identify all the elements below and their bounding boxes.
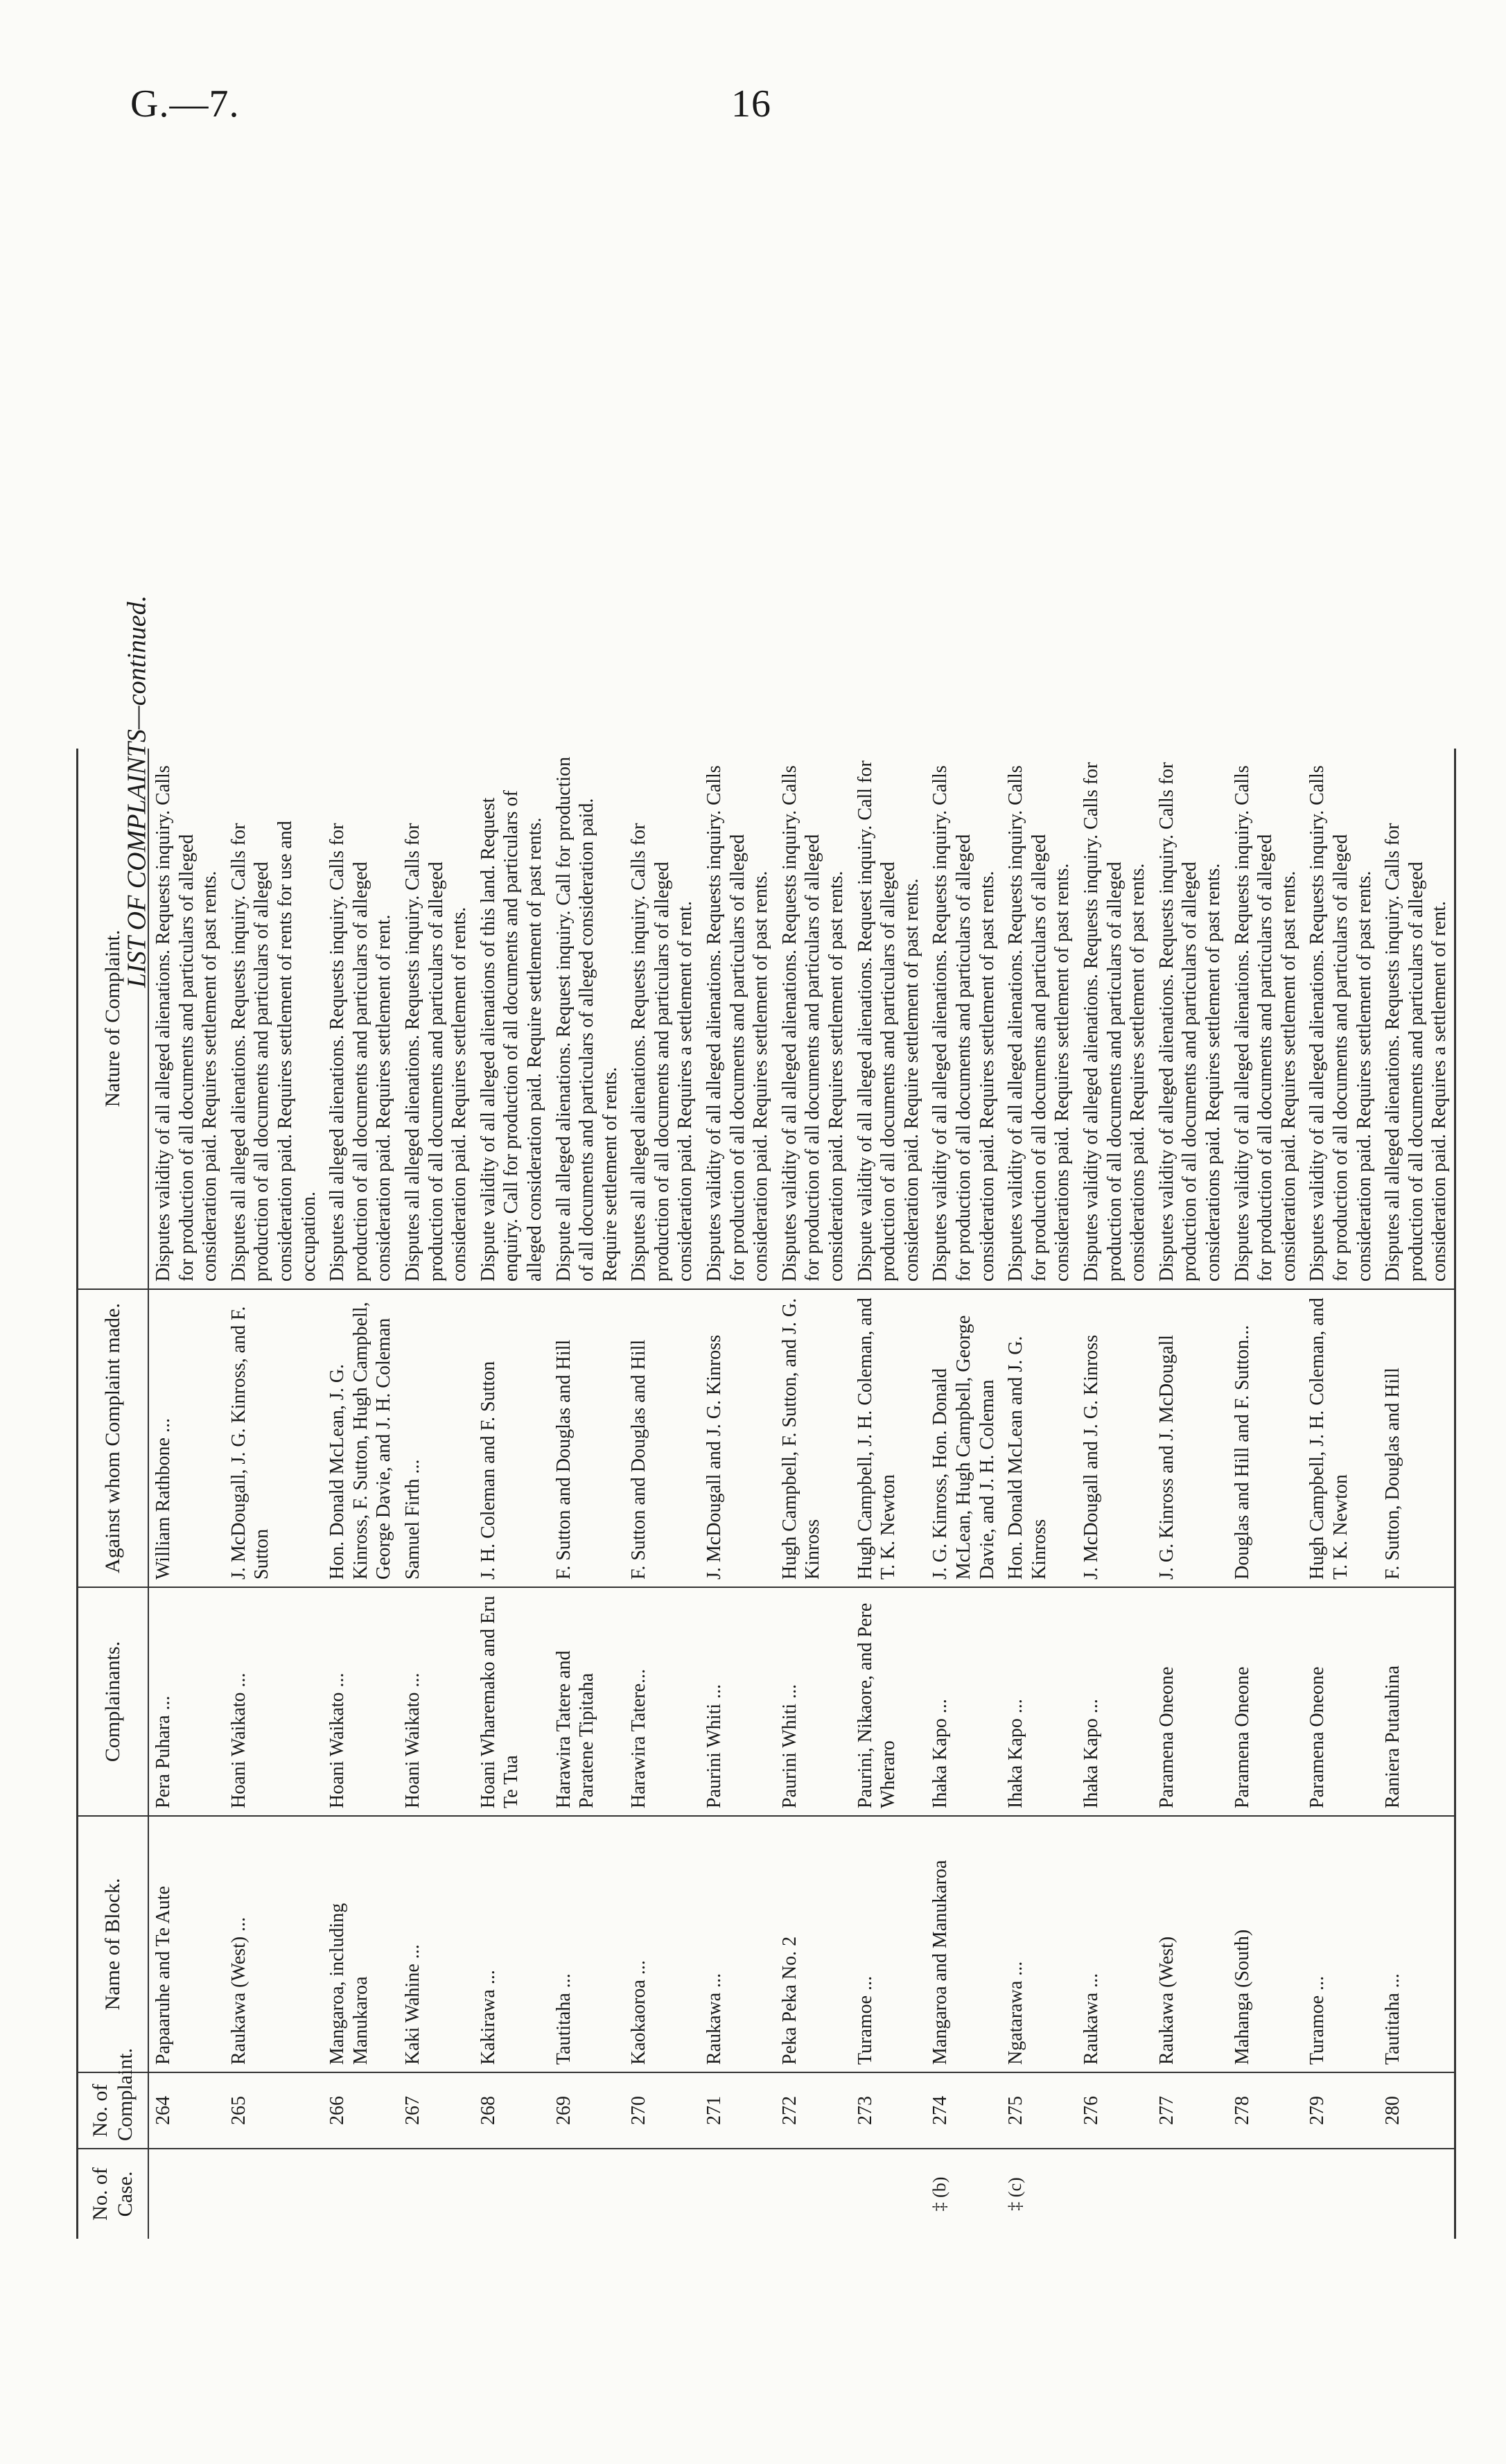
table-row [1378, 749, 1455, 2239]
cell-case [323, 2149, 399, 2239]
cell-nature: Disputes validity of alleged alienations. Requests inquiry. Calls for production of all documents and particulars of alleged considerations paid. Requires settlement of past rents. [1155, 762, 1224, 1282]
cell-against: Hugh Campbell, F. Sutton, and J. G. Kinross [776, 1289, 851, 1587]
cell-case [399, 2149, 474, 2239]
page-number: 16 [731, 82, 771, 125]
cell-complainants: Hoani Waikato ... [225, 1587, 323, 1816]
table-row [225, 749, 323, 2239]
cell-complaint-no: 272 [776, 2072, 851, 2149]
cell-block: Raukawa (West) ... [225, 1816, 323, 2072]
cell-complaint-no: 269 [550, 2072, 625, 2149]
cell-case [1228, 2149, 1304, 2239]
cell-complaint-no: 274 [926, 2072, 1001, 2149]
cell-complainants: Hoani Wharemako and Eru Te Tua [474, 1587, 550, 1816]
table-row [926, 749, 1001, 2239]
table-row [1303, 749, 1378, 2239]
cell-complaint-no: 267 [399, 2072, 474, 2149]
cell-case [550, 2149, 625, 2239]
cell-block: Papaaruhe and Te Aute [148, 1816, 225, 2072]
cell-complainants: Paramena Oneone [1153, 1587, 1228, 1816]
cell-complainants: Pera Puhara ... [148, 1587, 225, 1816]
col-header-complainants: Complainants. [78, 1587, 149, 1816]
cell-case [624, 2149, 700, 2239]
cell-block: Tautitaha ... [1378, 1816, 1455, 2072]
cell-against: F. Sutton and Douglas and Hill [550, 1289, 625, 1587]
cell-case [474, 2149, 550, 2239]
cell-complainants: Raniera Putauhina [1378, 1587, 1455, 1816]
cell-against: Hon. Donald McLean, J. G. Kinross, F. Sutton, Hugh Campbell, George Davie, and J. H. Coleman [323, 1289, 399, 1587]
cell-case: ‡ (b) [926, 2149, 1001, 2239]
cell-nature: Disputes validity of all alleged alienations. Requests inquiry. Calls for production of all documents and particulars of alleged consideration paid. Requires settlement of past rents. [778, 765, 848, 1282]
cell-against: J. G. Kinross and J. McDougall [1153, 1289, 1228, 1587]
cell-complainants: Paurini Whiti ... [700, 1587, 776, 1816]
cell-against: F. Sutton and Douglas and Hill [624, 1289, 700, 1587]
cell-complainants: Ihaka Kapo ... [1001, 1587, 1077, 1816]
cell-case [148, 2149, 225, 2239]
cell-nature: Disputes validity of all alleged alienations. Requests inquiry. Calls for production of all documents and particulars of alleged consideration paid. Requires settlement of past rents. [929, 765, 998, 1282]
cell-nature: Disputes validity of all alleged alienations. Requests inquiry. Calls for production of all documents and particulars of alleged consideration paid. Requires settlement of past rents. [152, 765, 221, 1282]
cell-complaint-no: 271 [700, 2072, 776, 2149]
cell-complaint-no: 265 [225, 2072, 323, 2149]
table-header-row [78, 749, 149, 2239]
cell-case [1153, 2149, 1228, 2239]
cell-nature: Dispute all alleged alienations. Request inquiry. Call for production of all documents and particulars of alleged consideration paid. Require settlement of rents. [552, 756, 621, 1282]
complaints-table-wrapper [76, 749, 1451, 2239]
col-header-block: Name of Block. [78, 1816, 149, 2072]
cell-complainants: Ihaka Kapo ... [926, 1587, 1001, 1816]
cell-nature: Disputes all alleged alienations. Requests inquiry. Calls for production of all documents and particulars of alleged consideration paid. Requires settlement of rents for use and occupation. [227, 821, 319, 1282]
cell-case [700, 2149, 776, 2239]
cell-block: Raukawa ... [1077, 1816, 1153, 2072]
table-row [323, 749, 399, 2239]
complaints-table [76, 749, 1456, 2239]
cell-block: Peka Peka No. 2 [776, 1816, 851, 2072]
cell-case [776, 2149, 851, 2239]
cell-against: Hon. Donald McLean and J. G. Kinross [1001, 1289, 1077, 1587]
table-row [624, 749, 700, 2239]
cell-complainants: Harawira Tatere... [624, 1587, 700, 1816]
table-row [700, 749, 776, 2239]
table-row [776, 749, 851, 2239]
cell-block: Raukawa (West) [1153, 1816, 1228, 2072]
cell-complainants: Harawira Tatere and Paratene Tipitaha [550, 1587, 625, 1816]
cell-complaint-no: 266 [323, 2072, 399, 2149]
cell-nature: Disputes all alleged alienations. Requests inquiry. Calls for production of all documents and particulars of alleged consideration paid. Requires a settlement of rent. [1382, 823, 1451, 1282]
cell-complaint-no: 278 [1228, 2072, 1304, 2149]
cell-complaint-no: 279 [1303, 2072, 1378, 2149]
cell-complaint-no: 275 [1001, 2072, 1077, 2149]
cell-complaint-no: 268 [474, 2072, 550, 2149]
cell-against: J. McDougall and J. G. Kinross [700, 1289, 776, 1587]
cell-complainants: Paurini Whiti ... [776, 1587, 851, 1816]
cell-against: Douglas and Hill and F. Sutton... [1228, 1289, 1304, 1587]
cell-case [225, 2149, 323, 2239]
cell-complaint-no: 280 [1378, 2072, 1455, 2149]
cell-complaint-no: 264 [148, 2072, 225, 2149]
table-row [1153, 749, 1228, 2239]
cell-complaint-no: 273 [851, 2072, 927, 2149]
cell-block: Kaokaoroa ... [624, 1816, 700, 2072]
cell-nature: Dispute validity of all alleged alienations. Request inquiry. Call for production of all documents and particulars of alleged consideration paid. Require settlement of past rents. [854, 760, 922, 1282]
cell-complaint-no: 276 [1077, 2072, 1153, 2149]
cell-nature: Disputes all alleged alienations. Requests inquiry. Calls for production of all documents and particulars of alleged consideration paid. Requires settlement of rent. [326, 823, 395, 1282]
cell-block: Ngatarawa ... [1001, 1816, 1077, 2072]
cell-nature: Disputes validity of alleged alienations. Requests inquiry. Calls for production of all documents and particulars of alleged considerations paid. Requires settlement of past rents. [1080, 762, 1149, 1282]
cell-against: J. McDougall, J. G. Kinross, and F. Sutton [225, 1289, 323, 1587]
cell-block: Mangaroa and Manukaroa [926, 1816, 1001, 2072]
cell-complainants: Hoani Waikato ... [323, 1587, 399, 1816]
table-row [851, 749, 927, 2239]
cell-nature: Disputes validity of all alleged alienations. Requests inquiry. Calls for production of all documents and particulars of alleged consideration paid. Requires settlement of past rents. [1231, 765, 1299, 1282]
cell-nature: Disputes validity of all alleged alienations. Requests inquiry. Calls for production of all documents and particulars of alleged consideration paid. Requires settlement of past rents. [703, 765, 772, 1282]
cell-case [851, 2149, 927, 2239]
cell-case [1303, 2149, 1378, 2239]
cell-case: ‡ (c) [1001, 2149, 1077, 2239]
cell-against: J. McDougall and J. G. Kinross [1077, 1289, 1153, 1587]
table-row [399, 749, 474, 2239]
col-header-case: No. of Case. [78, 2149, 149, 2239]
cell-complaint-no: 277 [1153, 2072, 1228, 2149]
cell-against: Hugh Campbell, J. H. Coleman, and T. K. Newton [1303, 1289, 1378, 1587]
table-body [148, 749, 1455, 2239]
cell-complainants: Ihaka Kapo ... [1077, 1587, 1153, 1816]
cell-complainants: Paramena Oneone [1303, 1587, 1378, 1816]
cell-complainants: Hoani Waikato ... [399, 1587, 474, 1816]
cell-block: Kakirawa ... [474, 1816, 550, 2072]
cell-against: Hugh Campbell, J. H. Coleman, and T. K. Newton [851, 1289, 927, 1587]
col-header-complaint-no: No. of Complaint. [78, 2072, 149, 2149]
table-row [1228, 749, 1304, 2239]
col-header-against: Against whom Complaint made. [78, 1289, 149, 1587]
cell-against: Samuel Firth ... [399, 1289, 474, 1587]
cell-against: William Rathbone ... [148, 1289, 225, 1587]
cell-against: J. G. Kinross, Hon. Donald McLean, Hugh Campbell, George Davie, and J. H. Coleman [926, 1289, 1001, 1587]
col-header-nature: Nature of Complaint. [78, 749, 149, 1289]
table-row [550, 749, 625, 2239]
cell-block: Raukawa ... [700, 1816, 776, 2072]
table-row [1001, 749, 1077, 2239]
cell-block: Tautitaha ... [550, 1816, 625, 2072]
table-row [1077, 749, 1153, 2239]
page-reference: G.—7. [130, 82, 240, 125]
cell-nature: Disputes validity of all alleged alienations. Requests inquiry. Calls for production of all documents and particulars of alleged consideration paid. Requires settlement of past rents. [1306, 765, 1375, 1282]
cell-block: Kaki Wahine ... [399, 1816, 474, 2072]
cell-complaint-no: 270 [624, 2072, 700, 2149]
caption-text: LIST OF COMPLAINTS—continued. [122, 595, 152, 988]
cell-complainants: Paurini, Nikaore, and Pere Wheraro [851, 1587, 927, 1816]
cell-complainants: Paramena Oneone [1228, 1587, 1304, 1816]
cell-nature: Disputes all alleged alienations. Requests inquiry. Calls for production of all documents and particulars of alleged consideration paid. Requires settlement of rents. [401, 823, 471, 1282]
cell-block: Mahanga (South) [1228, 1816, 1304, 2072]
cell-block: Turamoe ... [1303, 1816, 1378, 2072]
cell-case [1077, 2149, 1153, 2239]
cell-case [1378, 2149, 1455, 2239]
cell-block: Mangaroa, including Manukaroa [323, 1816, 399, 2072]
cell-against: J. H. Coleman and F. Sutton [474, 1289, 550, 1587]
table-row [474, 749, 550, 2239]
cell-nature: Disputes validity of all alleged alienations. Requests inquiry. Calls for production of all documents and particulars of alleged considerations paid. Requires settlement of past rents. [1005, 765, 1074, 1282]
cell-against: F. Sutton, Douglas and Hill [1378, 1289, 1455, 1587]
cell-block: Turamoe ... [851, 1816, 927, 2072]
table-row [148, 749, 225, 2239]
cell-nature: Dispute validity of all alleged alienations of this land. Request enquiry. Call for production of all documents and particulars of alleged consideration paid. Require settlement of past rents. [477, 790, 545, 1282]
cell-nature: Disputes all alleged alienations. Requests inquiry. Calls for production of all documents and particulars of alleged consideration paid. Requires a settlement of rent. [628, 823, 697, 1282]
